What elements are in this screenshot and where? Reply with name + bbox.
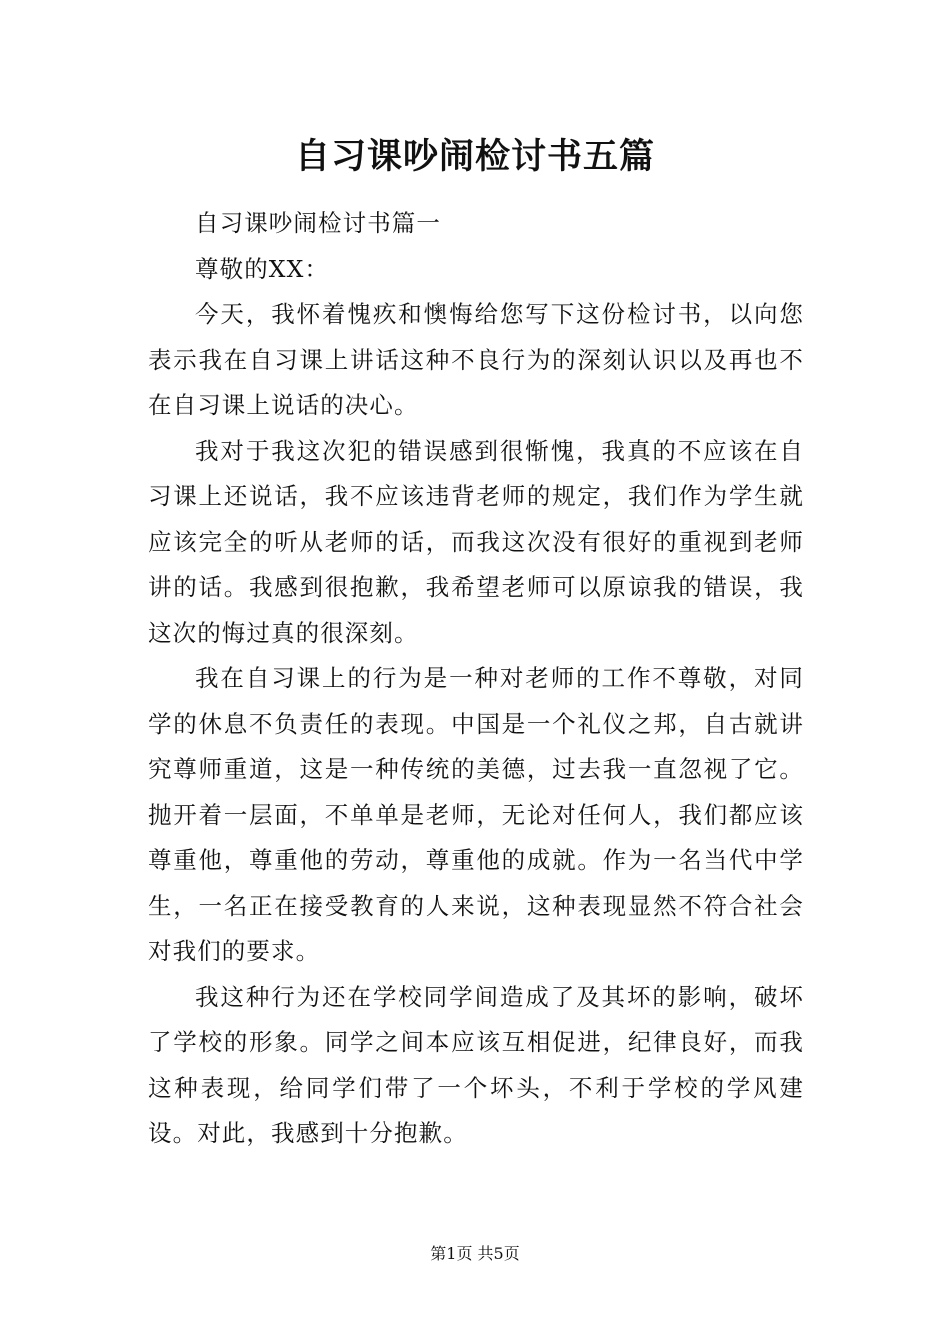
page-footer: 第1页 共5页 <box>430 1244 520 1263</box>
document-title: 自习课吵闹检讨书五篇 <box>294 136 655 177</box>
body-paragraph: 我在自习课上的行为是一种对老师的工作不尊敬，对同学的休息不负责任的表现。中国是一个礼仪之邦，自古就讲究尊师重道，这是一种传统的美德，过去我一直忽视了它。抛开着一层面，不单单是老师，无论对任何人，我们都应该尊重他，尊重他的劳动，尊重他的成就。作为一名当代中学生，一名正在接受教育的人来说，这种表现显然不符合社会对我们的要求。 <box>148 664 804 965</box>
document-body <box>148 201 804 1157</box>
section-heading: 自习课吵闹检讨书篇一 <box>195 209 441 237</box>
body-paragraph: 我对于我这次犯的错误感到很惭愧，我真的不应该在自习课上还说话，我不应该违背老师的规定，我们作为学生就应该完全的听从老师的话，而我这次没有很好的重视到老师讲的话。我感到很抱歉，我希望老师可以原谅我的错误，我这次的悔过真的很深刻。 <box>148 436 804 647</box>
salutation: 尊敬的XX： <box>195 254 330 283</box>
body-paragraph: 今天，我怀着愧疚和懊悔给您写下这份检讨书，以向您表示我在自习课上讲话这种不良行为的深刻认识以及再也不在自习课上说话的决心。 <box>148 300 804 419</box>
body-paragraph: 我这种行为还在学校同学间造成了及其坏的影响，破坏了学校的形象。同学之间本应该互相促进，纪律良好，而我这种表现，给同学们带了一个坏头，不利于学校的学风建设。对此，我感到十分抱歉。 <box>148 982 804 1147</box>
